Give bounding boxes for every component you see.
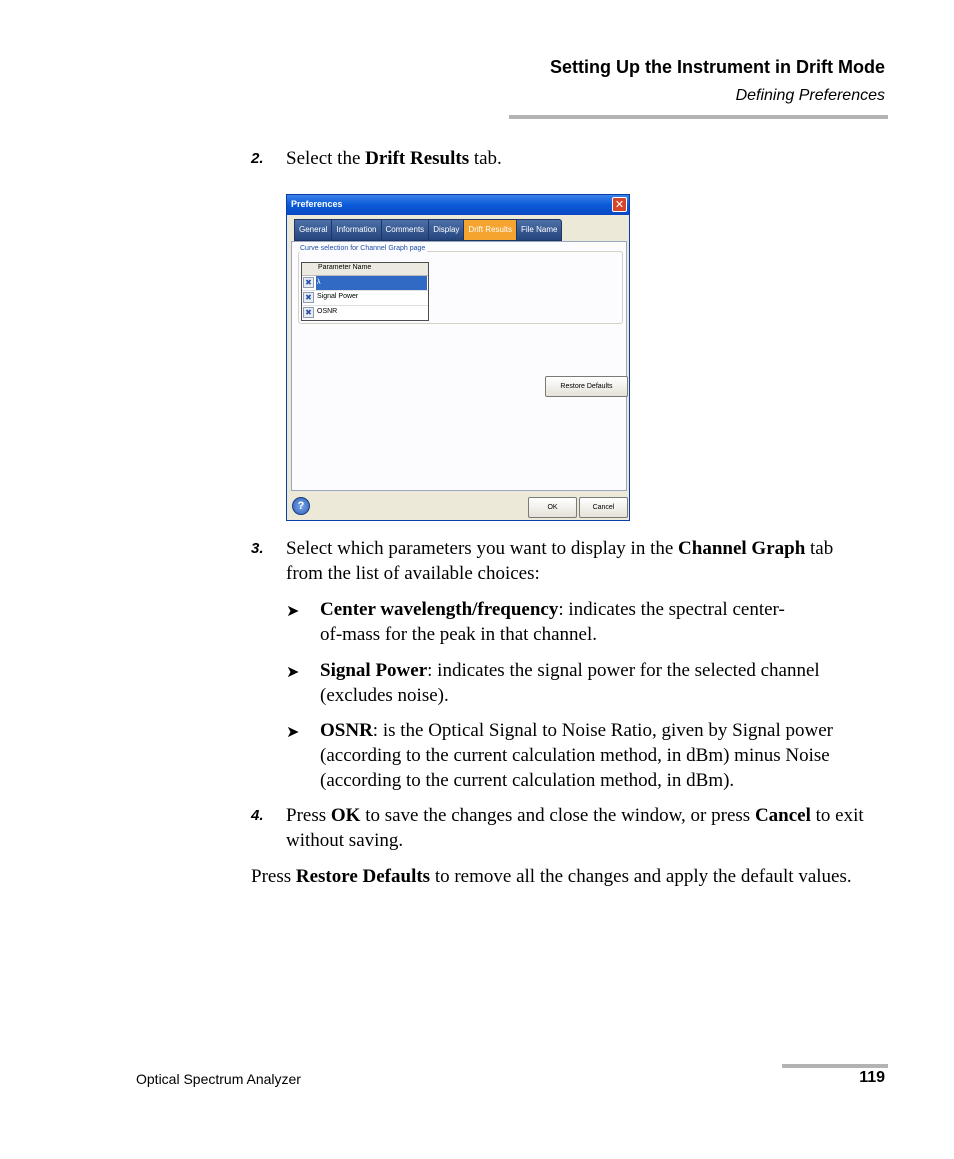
checkbox-icon[interactable]: ✖: [303, 292, 314, 303]
tab-panel: [291, 241, 627, 491]
grid-row-osnr[interactable]: [302, 306, 428, 320]
footer-product-name: Optical Spectrum Analyzer: [136, 1071, 301, 1087]
grid-row-label: λ: [316, 276, 427, 290]
bullet-text: OSNR: is the Optical Signal to Noise Ratio, given by Signal power (according to the current calculation method, in dBm) minus Noise (according to the current calculation method, in dBm).: [320, 720, 833, 791]
checkbox-icon[interactable]: ✖: [303, 307, 314, 318]
bullet-arrow-icon: ➤: [286, 664, 300, 681]
ok-button[interactable]: OK: [528, 497, 577, 518]
step-number: 4.: [251, 807, 264, 824]
restore-defaults-button[interactable]: Restore Defaults: [545, 376, 628, 397]
group-label: Curve selection for Channel Graph page: [300, 245, 426, 252]
step-text: Select the Drift Results tab.: [286, 148, 502, 169]
bullet-text: Signal Power: indicates the signal power for the selected channel (excludes noise).: [320, 660, 820, 706]
grid-row-lambda[interactable]: [302, 276, 428, 291]
grid-column-header: [302, 263, 428, 276]
closing-paragraph: Press Restore Defaults to remove all the changes and apply the default values.: [251, 866, 852, 887]
grid-header-label: Parameter Name: [318, 264, 372, 271]
step-text: Press OK to save the changes and close the window, or press Cancel to exit without saving.: [286, 805, 864, 851]
grid-row-label: Signal Power: [317, 293, 359, 300]
tab-information[interactable]: Information: [331, 219, 380, 241]
dialog-title-bar: [287, 195, 629, 215]
header-rule: [509, 115, 888, 119]
tab-comments[interactable]: Comments: [381, 219, 429, 241]
tab-strip: [294, 219, 562, 241]
running-header-subtitle: Defining Preferences: [735, 87, 885, 104]
step-text: Select which parameters you want to display in the Channel Graph tab from the list of available choices:: [286, 538, 834, 584]
dialog-title: Preferences: [291, 199, 343, 209]
bullet-arrow-icon: ➤: [286, 603, 300, 620]
parameter-grid: [301, 262, 429, 321]
footer-rule: [782, 1064, 888, 1068]
close-icon[interactable]: ✕: [612, 197, 627, 212]
tab-display[interactable]: Display: [428, 219, 463, 241]
tab-general[interactable]: General: [294, 219, 331, 241]
bullet-text: Center wavelength/frequency: indicates the spectral center-of-mass for the peak in that channel.: [320, 599, 785, 645]
grid-row-signal-power[interactable]: [302, 291, 428, 306]
preferences-dialog-screenshot: [286, 194, 630, 521]
step-number: 2.: [251, 150, 264, 167]
cancel-button[interactable]: Cancel: [579, 497, 628, 518]
page-number: 119: [859, 1069, 885, 1086]
tab-drift-results[interactable]: Drift Results: [463, 219, 516, 241]
tab-file-name[interactable]: File Name: [516, 219, 562, 241]
grid-row-label: OSNR: [317, 308, 338, 315]
bullet-arrow-icon: ➤: [286, 724, 300, 741]
checkbox-icon[interactable]: ✖: [303, 277, 314, 288]
step-number: 3.: [251, 540, 264, 557]
running-header-title: Setting Up the Instrument in Drift Mode: [550, 57, 885, 77]
help-icon[interactable]: ?: [292, 497, 310, 515]
